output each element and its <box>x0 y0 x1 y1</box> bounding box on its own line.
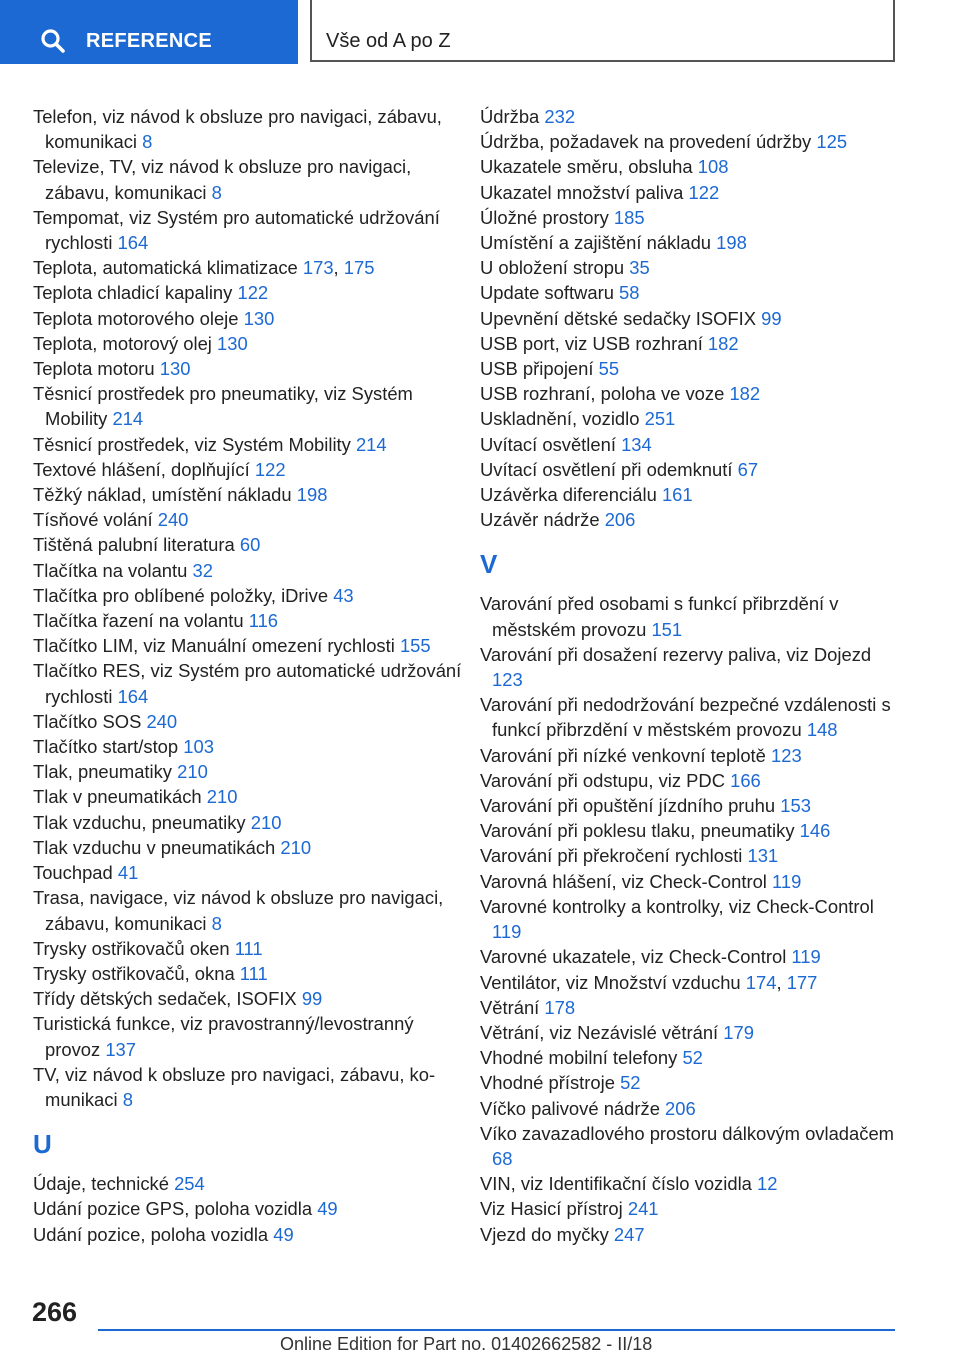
index-entry-term: Trysky ostřikovačů oken <box>33 937 235 959</box>
index-entry-term: Těsnicí prostředek, viz Systém Mobility <box>33 433 356 455</box>
index-entry <box>480 995 895 1020</box>
index-entry-term: Tlačítka na volantu <box>33 559 193 581</box>
index-entry-term: Ukazatele směru, obsluha <box>480 156 698 178</box>
index-entry-term: Teplota motorového oleje <box>33 307 244 329</box>
index-entry <box>480 970 895 995</box>
index-entry-term: VIN, viz Identifikační číslo vozidla <box>480 1173 757 1195</box>
page-link[interactable]: 52 <box>682 1047 703 1069</box>
index-entry-term: Touchpad <box>33 862 118 884</box>
page-link[interactable]: 131 <box>747 845 779 867</box>
page-link[interactable]: 116 <box>248 610 279 632</box>
index-entry <box>33 936 463 961</box>
index-entry-term: Ventilátor, viz Množství vzduchu <box>480 971 746 993</box>
footer-divider <box>98 1329 895 1331</box>
page-link[interactable]: 153 <box>780 795 811 817</box>
index-entry-term: Trysky ostřikovačů, okna <box>33 962 240 984</box>
index-entry-term: Varovné ukazatele, viz Check-Control <box>480 946 792 968</box>
index-entry <box>480 642 895 692</box>
index-entry <box>480 507 895 532</box>
index-entry <box>480 768 895 793</box>
page-link[interactable]: 49 <box>317 1198 338 1220</box>
index-entry <box>480 692 895 742</box>
index-entry-term: Těsnicí prostředek pro pneumatiky, viz Systém Mobility <box>33 383 413 430</box>
index-entry-term: Varování při odstupu, viz PDC <box>480 769 731 791</box>
index-entry <box>480 255 895 280</box>
footer-edition-text: Online Edition for Part no. 01402662582 - II/18 <box>280 1334 653 1354</box>
page-link[interactable]: 210 <box>280 836 312 858</box>
page-link[interactable]: 155 <box>399 635 431 657</box>
index-entry <box>33 104 463 154</box>
index-entry <box>480 894 895 944</box>
page-link[interactable]: 182 <box>707 332 739 354</box>
index-entry <box>480 180 895 205</box>
index-entry <box>480 743 895 768</box>
index-entry <box>480 129 895 154</box>
index-entry <box>480 1096 895 1121</box>
page-link[interactable]: 8 <box>122 1088 133 1110</box>
page-link[interactable]: 123 <box>492 669 523 691</box>
index-entry <box>480 306 895 331</box>
index-entry <box>33 784 463 809</box>
index-entry <box>33 658 463 708</box>
index-entry <box>33 255 463 280</box>
page-link[interactable]: 210 <box>177 761 208 783</box>
index-entry <box>480 280 895 305</box>
page-link[interactable]: 254 <box>174 1173 205 1195</box>
index-column-right <box>480 104 895 1247</box>
index-entry-term: Třídy dětských sedaček, ISOFIX <box>33 988 302 1010</box>
index-entry-term: Upevnění dětské sedačky ISOFIX <box>480 307 762 329</box>
page-link[interactable]: 55 <box>598 358 620 380</box>
index-entry-term: Víko zavazadlového prostoru dálkovým ovladačem <box>480 1122 895 1144</box>
index-entry-term: Teplota chladicí kapaliny <box>33 282 238 304</box>
index-entry-term: Uvítací osvětlení <box>480 433 622 455</box>
index-entry <box>480 482 895 507</box>
page-link[interactable]: 99 <box>301 988 323 1010</box>
section-title: Vše od A po Z <box>326 30 451 52</box>
index-entry-term: TV, viz návod k obsluze pro navigaci, zábavu, komunikaci <box>33 1063 436 1110</box>
index-entry <box>33 331 463 356</box>
index-entry-term: Udání pozice, poloha vozidla <box>33 1223 274 1245</box>
page-link[interactable]: 41 <box>117 862 139 884</box>
index-entry <box>480 457 895 482</box>
page-link[interactable]: 130 <box>159 358 191 380</box>
page-link[interactable]: 12 <box>757 1173 778 1195</box>
page-number: 266 <box>32 1297 78 1327</box>
index-entry-term: Údaje, technické <box>33 1173 175 1195</box>
index-entry <box>480 1171 895 1196</box>
index-entry <box>33 356 463 381</box>
index-entry-term: Tlačítko RES, viz Systém pro automatické udržování rychlosti <box>33 660 462 707</box>
page-link[interactable]: 134 <box>621 433 652 455</box>
page-link[interactable]: 8 <box>211 912 222 934</box>
page-link[interactable]: 247 <box>613 1223 645 1245</box>
index-entry-term: U obložení stropu <box>480 257 630 279</box>
page-link[interactable]: 67 <box>737 458 759 480</box>
index-entry-term: Varování před osobami s funkcí přibrzdění v městském provozu <box>480 593 839 640</box>
page-link[interactable]: 122 <box>688 181 720 203</box>
index-entry <box>480 1222 895 1247</box>
index-entry-term: Trasa, navigace, viz návod k obsluze pro navigaci, zábavu, komunikaci <box>33 887 444 934</box>
page-link[interactable]: 148 <box>806 719 838 741</box>
index-entry <box>480 432 895 457</box>
index-entry-term: Tlačítko SOS <box>33 710 147 732</box>
index-entry <box>480 331 895 356</box>
page-link[interactable]: 179 <box>723 1021 754 1043</box>
index-entry <box>33 986 463 1011</box>
page-link[interactable]: 251 <box>644 408 676 430</box>
page-link[interactable]: 214 <box>355 433 387 455</box>
index-entry-term: Ukazatel množství paliva <box>480 181 689 203</box>
index-entry-term: Varování při dosažení rezervy paliva, viz Dojezd <box>480 643 872 665</box>
index-entry <box>33 154 463 204</box>
page-header <box>0 0 960 66</box>
index-entry-term: USB připojení <box>480 358 599 380</box>
page-link[interactable]: 119 <box>791 946 821 968</box>
index-entry-term: Uzávěrka diferenciálu <box>480 484 662 506</box>
page-link[interactable]: 60 <box>239 534 261 556</box>
index-entry-term: Vhodné přístroje <box>480 1072 621 1094</box>
page-link[interactable]: 49 <box>273 1223 294 1245</box>
index-entry <box>480 944 895 969</box>
index-entry <box>33 381 463 431</box>
index-entry <box>33 583 463 608</box>
index-entry <box>480 381 895 406</box>
index-entry-term: Tlačítko start/stop <box>33 736 184 758</box>
index-entry <box>33 457 463 482</box>
index-entry <box>33 507 463 532</box>
index-entry <box>480 591 895 641</box>
index-entry <box>33 1011 463 1061</box>
page-link[interactable]: 151 <box>651 618 683 640</box>
index-entry-term: Uskladnění, vozidlo <box>480 408 645 430</box>
search-icon[interactable] <box>40 28 66 54</box>
index-entry <box>33 1062 463 1112</box>
page-link[interactable]: 8 <box>142 131 153 153</box>
page-link[interactable]: 198 <box>296 484 328 506</box>
index-entry-term: USB rozhraní, poloha ve voze <box>480 383 730 405</box>
index-entry-term: Uvítací osvětlení při odemknutí <box>480 458 738 480</box>
index-entry <box>480 1045 895 1070</box>
index-entry <box>33 810 463 835</box>
index-entry-term: Varování při nedodržování bezpečné vzdálenosti s funkcí přibrzdění v městském provozu <box>480 694 891 741</box>
page-link[interactable]: 8 <box>211 181 222 203</box>
index-entry-term: Tištěná palubní literatura <box>33 534 240 556</box>
index-entry-term: Teplota, automatická klimatizace <box>33 257 303 279</box>
index-entry-term: Tlačítka pro oblíbené položky, iDrive <box>33 584 334 606</box>
page-link[interactable]: 241 <box>627 1198 659 1220</box>
index-entry <box>33 885 463 935</box>
index-entry-term: Tlačítko LIM, viz Manuální omezení rychlosti <box>33 635 400 657</box>
page-link[interactable]: 173 <box>302 257 334 279</box>
page-link[interactable]: 130 <box>243 307 275 329</box>
index-entry-term: Varování při překročení rychlosti <box>480 845 748 867</box>
index-entry <box>480 1121 895 1171</box>
index-entry-term: Viz Hasicí přístroj <box>480 1198 628 1220</box>
page-link[interactable]: 185 <box>613 206 645 228</box>
page-link[interactable]: 123 <box>771 744 802 766</box>
index-entry-term: Teplota motoru <box>33 358 160 380</box>
index-entry-term: Tlak vzduchu, pneumatiky <box>33 811 251 833</box>
page-link[interactable]: 108 <box>697 156 729 178</box>
index-entry <box>33 532 463 557</box>
index-entry <box>33 734 463 759</box>
index-entry <box>33 1196 463 1221</box>
index-entry-term: Údržba <box>480 106 545 127</box>
page-link[interactable]: 177 <box>786 971 818 993</box>
page-link[interactable]: 146 <box>799 820 831 842</box>
page-link[interactable]: 111 <box>234 937 263 959</box>
section-title-box <box>310 0 895 62</box>
page-link[interactable]: 137 <box>105 1038 136 1060</box>
page-link[interactable]: 182 <box>729 383 761 405</box>
index-entry-term: Víčko palivové nádrže <box>480 1097 666 1119</box>
reference-tab-label: REFERENCE <box>86 30 213 52</box>
index-entry-term: Těžký náklad, umístění nákladu <box>33 484 297 506</box>
page-link[interactable]: 122 <box>237 282 269 304</box>
index-entry <box>33 1171 463 1196</box>
index-entry <box>480 104 895 129</box>
index-entry <box>480 1070 895 1095</box>
page-link[interactable]: 43 <box>333 584 354 606</box>
index-entry <box>33 709 463 734</box>
index-entry-term: Varování při poklesu tlaku, pneumatiky <box>480 820 800 842</box>
index-entry <box>480 793 895 818</box>
index-entry-term: Tlak, pneumatiky <box>33 761 178 783</box>
index-entry-term: Vjezd do myčky <box>480 1223 614 1245</box>
index-entry <box>480 869 895 894</box>
page-link[interactable]: 32 <box>192 559 213 581</box>
index-entry-term: Vhodné mobilní telefony <box>480 1047 683 1069</box>
index-entry <box>33 835 463 860</box>
page-link[interactable]: 99 <box>761 307 782 329</box>
index-entry <box>480 843 895 868</box>
index-entry-term: Varování při nízké venkovní teplotě <box>480 744 772 766</box>
page-link[interactable]: 174 <box>745 971 777 993</box>
page-link[interactable]: 119 <box>772 870 802 892</box>
page-link[interactable]: 111 <box>239 962 268 984</box>
index-entry-term: Update softwaru <box>480 282 620 304</box>
page-link[interactable]: 240 <box>157 509 189 531</box>
index-entry <box>33 432 463 457</box>
page-link[interactable]: 166 <box>730 769 761 791</box>
index-entry <box>480 356 895 381</box>
index-entry-term: Tlak v pneumatikách <box>33 786 207 808</box>
index-entry <box>33 1222 463 1247</box>
index-entry <box>33 759 463 784</box>
index-entry <box>33 482 463 507</box>
index-entry <box>33 558 463 583</box>
index-entry-term: Tísňové volání <box>33 509 158 531</box>
page-link[interactable]: 161 <box>661 484 693 506</box>
page-link[interactable]: 52 <box>620 1072 641 1094</box>
page-link[interactable]: 206 <box>665 1097 696 1119</box>
page-link[interactable]: 130 <box>217 332 248 354</box>
index-entry-term: Umístění a zajištění nákladu <box>480 232 717 254</box>
reference-tab[interactable] <box>0 0 298 64</box>
page-link[interactable]: 68 <box>492 1147 513 1169</box>
index-entry <box>33 280 463 305</box>
index-entry-term: Větrání, viz Nezávislé větrání <box>480 1021 724 1043</box>
index-entry-term: Turistická funkce, viz pravostranný/levostranný provoz <box>33 1013 414 1060</box>
index-entry-term: Údržba, požadavek na provedení údržby <box>480 131 817 153</box>
index-entry-term: Úložné prostory <box>480 206 614 228</box>
page-link[interactable]: 240 <box>146 710 178 732</box>
index-entry <box>480 1020 895 1045</box>
index-entry-term: Televize, TV, viz návod k obsluze pro navigaci, zábavu, komunikaci <box>33 156 412 203</box>
index-entry <box>480 406 895 431</box>
page-link[interactable]: 206 <box>604 509 636 531</box>
page-link[interactable]: 58 <box>619 282 640 304</box>
page-separator: , <box>776 971 787 993</box>
index-entry <box>33 205 463 255</box>
index-entry-term: Telefon, viz návod k obsluze pro navigaci, zábavu, komunikaci <box>33 106 442 153</box>
page-link[interactable]: 210 <box>206 786 238 808</box>
page-link[interactable]: 122 <box>254 458 286 480</box>
page-link[interactable]: 178 <box>544 996 576 1018</box>
index-entry <box>480 205 895 230</box>
page-link[interactable]: 214 <box>112 408 144 430</box>
index-entry <box>33 961 463 986</box>
page-link[interactable]: 198 <box>716 232 747 254</box>
page-separator: , <box>333 257 344 279</box>
page-link[interactable]: 35 <box>629 257 650 279</box>
index-entry-term: USB port, viz USB rozhraní <box>480 332 708 354</box>
index-entry <box>33 860 463 885</box>
index-entry-term: Tlak vzduchu v pneumatikách <box>33 836 281 858</box>
index-entry <box>33 608 463 633</box>
index-entry-term: Tempomat, viz Systém pro automatické udržování rychlosti <box>33 206 440 254</box>
index-entry-term: Varování při opuštění jízdního pruhu <box>480 795 781 817</box>
page-link[interactable]: 164 <box>117 685 149 707</box>
index-entry <box>480 818 895 843</box>
page-link[interactable]: 175 <box>343 257 375 279</box>
index-entry-term: Varovná hlášení, viz Check-Control <box>480 870 772 892</box>
index-column-left <box>33 104 463 1247</box>
index-entry <box>480 230 895 255</box>
index-entry <box>480 154 895 179</box>
index-entry-term: Větrání <box>480 996 545 1018</box>
index-entry-term: Textové hlášení, doplňující <box>33 458 255 480</box>
page-link[interactable]: 125 <box>816 131 848 153</box>
page-link[interactable]: 232 <box>544 106 576 127</box>
index-entry-term: Uzávěr nádrže <box>480 509 605 531</box>
section-letter: U <box>33 1129 52 1160</box>
index-entry-term: Teplota, motorový olej <box>33 332 217 354</box>
index-entry <box>480 1196 895 1221</box>
index-entry-term: Tlačítka řazení na volantu <box>33 610 249 632</box>
page-link[interactable]: 119 <box>492 921 522 943</box>
page-link[interactable]: 164 <box>117 232 149 254</box>
index-entry-term: Varovné kontrolky a kontrolky, viz Check-Control <box>480 895 874 917</box>
page-link[interactable]: 103 <box>183 736 214 758</box>
index-entry <box>33 633 463 658</box>
page-link[interactable]: 210 <box>250 811 282 833</box>
index-entry <box>33 306 463 331</box>
index-entry-term: Udání pozice GPS, poloha vozidla <box>33 1198 318 1220</box>
section-letter: V <box>480 549 498 580</box>
